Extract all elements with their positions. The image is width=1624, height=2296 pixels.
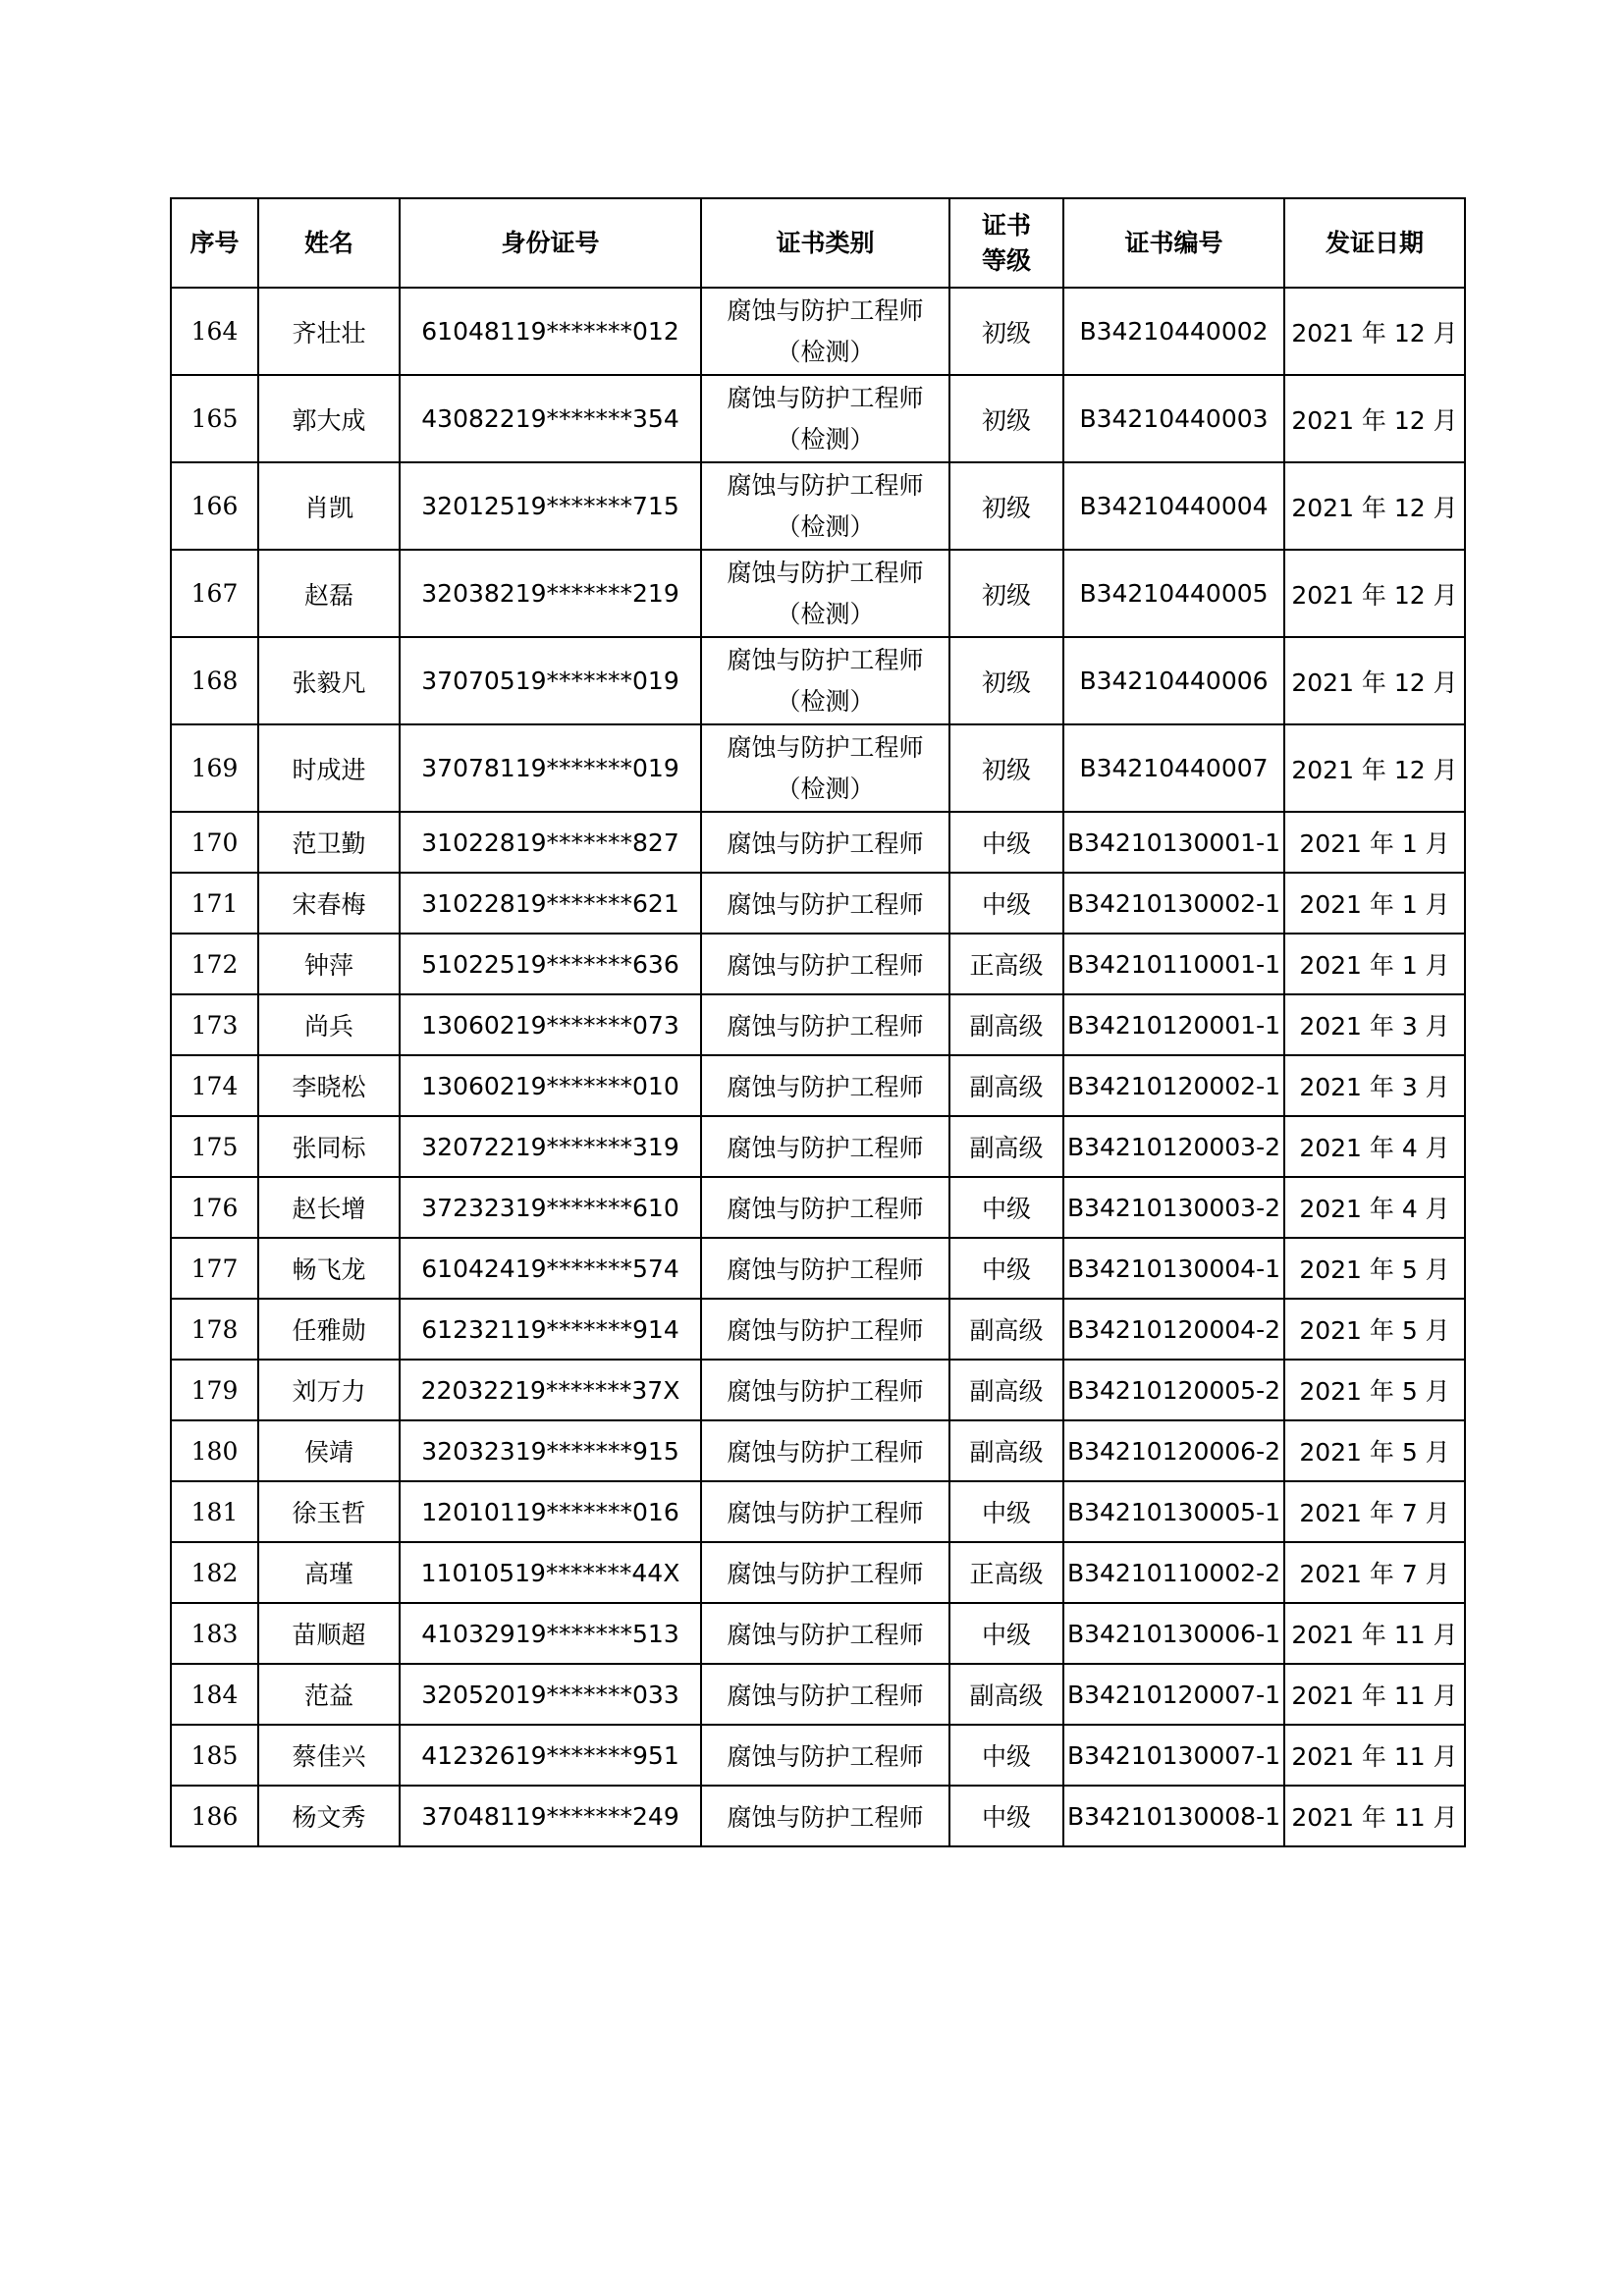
cell-level: 副高级 bbox=[949, 1664, 1063, 1725]
cell-seq: 184 bbox=[171, 1664, 258, 1725]
cell-seq: 176 bbox=[171, 1177, 258, 1238]
cell-seq: 175 bbox=[171, 1116, 258, 1177]
cell-level: 初级 bbox=[949, 375, 1063, 462]
cell-category bbox=[701, 462, 949, 550]
cell-id: 12010119*******016 bbox=[400, 1481, 701, 1542]
cell-seq: 185 bbox=[171, 1725, 258, 1786]
cell-category: 腐蚀与防护工程师 bbox=[701, 994, 949, 1055]
cell-name: 肖凯 bbox=[258, 462, 400, 550]
cell-level: 中级 bbox=[949, 1603, 1063, 1664]
table-row bbox=[171, 1055, 1465, 1116]
cell-id: 37232319*******610 bbox=[400, 1177, 701, 1238]
cell-name: 范卫勤 bbox=[258, 812, 400, 873]
table-row bbox=[171, 934, 1465, 994]
cell-cert-no: B34210130003-2 bbox=[1063, 1177, 1284, 1238]
cell-cert-no: B34210130007-1 bbox=[1063, 1725, 1284, 1786]
table-row bbox=[171, 637, 1465, 724]
cell-id: 13060219*******010 bbox=[400, 1055, 701, 1116]
cell-seq: 182 bbox=[171, 1542, 258, 1603]
cell-id: 51022519*******636 bbox=[400, 934, 701, 994]
table-row bbox=[171, 1360, 1465, 1420]
cell-category bbox=[701, 724, 949, 812]
category-sub-label: （检测） bbox=[776, 337, 875, 366]
cell-date: 2021 年 12 月 bbox=[1284, 724, 1465, 812]
cell-seq: 180 bbox=[171, 1420, 258, 1481]
certificate-table bbox=[170, 197, 1466, 1847]
cell-cert-no: B34210130002-1 bbox=[1063, 873, 1284, 934]
cell-date: 2021 年 12 月 bbox=[1284, 288, 1465, 375]
cell-category bbox=[701, 375, 949, 462]
cell-category: 腐蚀与防护工程师 bbox=[701, 1542, 949, 1603]
header-category: 证书类别 bbox=[701, 198, 949, 288]
cell-id: 37048119*******249 bbox=[400, 1786, 701, 1846]
cell-seq: 170 bbox=[171, 812, 258, 873]
cell-id: 13060219*******073 bbox=[400, 994, 701, 1055]
header-level bbox=[949, 198, 1063, 288]
cell-level: 初级 bbox=[949, 462, 1063, 550]
cell-level: 中级 bbox=[949, 1238, 1063, 1299]
cell-cert-no: B34210440002 bbox=[1063, 288, 1284, 375]
cell-id: 31022819*******827 bbox=[400, 812, 701, 873]
table-row bbox=[171, 873, 1465, 934]
cell-level: 副高级 bbox=[949, 1299, 1063, 1360]
cell-cert-no: B34210440007 bbox=[1063, 724, 1284, 812]
cell-cert-no: B34210110002-2 bbox=[1063, 1542, 1284, 1603]
cell-date: 2021 年 5 月 bbox=[1284, 1360, 1465, 1420]
cell-name: 赵长增 bbox=[258, 1177, 400, 1238]
cell-level: 初级 bbox=[949, 637, 1063, 724]
cell-cert-no: B34210120001-1 bbox=[1063, 994, 1284, 1055]
cell-category bbox=[701, 550, 949, 637]
cell-category: 腐蚀与防护工程师 bbox=[701, 1603, 949, 1664]
header-level-line1: 证书 bbox=[981, 210, 1031, 240]
header-id: 身份证号 bbox=[400, 198, 701, 288]
cell-date: 2021 年 5 月 bbox=[1284, 1299, 1465, 1360]
cell-id: 41032919*******513 bbox=[400, 1603, 701, 1664]
category-label: 腐蚀与防护工程师 bbox=[727, 558, 924, 587]
cell-id: 37078119*******019 bbox=[400, 724, 701, 812]
cell-category: 腐蚀与防护工程师 bbox=[701, 1725, 949, 1786]
cell-cert-no: B34210120006-2 bbox=[1063, 1420, 1284, 1481]
cell-category: 腐蚀与防护工程师 bbox=[701, 873, 949, 934]
cell-name: 侯靖 bbox=[258, 1420, 400, 1481]
cell-id: 31022819*******621 bbox=[400, 873, 701, 934]
cell-name: 任雅勋 bbox=[258, 1299, 400, 1360]
cell-id: 32052019*******033 bbox=[400, 1664, 701, 1725]
category-label: 腐蚀与防护工程师 bbox=[727, 470, 924, 500]
cell-seq: 168 bbox=[171, 637, 258, 724]
cell-name: 徐玉哲 bbox=[258, 1481, 400, 1542]
table-row bbox=[171, 375, 1465, 462]
table-row bbox=[171, 1725, 1465, 1786]
cell-date: 2021 年 4 月 bbox=[1284, 1177, 1465, 1238]
cell-cert-no: B34210120002-1 bbox=[1063, 1055, 1284, 1116]
cell-name: 宋春梅 bbox=[258, 873, 400, 934]
cell-cert-no: B34210130006-1 bbox=[1063, 1603, 1284, 1664]
cell-id: 32012519*******715 bbox=[400, 462, 701, 550]
cell-date: 2021 年 12 月 bbox=[1284, 550, 1465, 637]
cell-name: 李晓松 bbox=[258, 1055, 400, 1116]
cell-seq: 172 bbox=[171, 934, 258, 994]
cell-name: 张毅凡 bbox=[258, 637, 400, 724]
category-sub-label: （检测） bbox=[776, 774, 875, 803]
cell-name: 时成进 bbox=[258, 724, 400, 812]
cell-date: 2021 年 11 月 bbox=[1284, 1786, 1465, 1846]
cell-cert-no: B34210120007-1 bbox=[1063, 1664, 1284, 1725]
cell-level: 副高级 bbox=[949, 994, 1063, 1055]
cell-category: 腐蚀与防护工程师 bbox=[701, 1177, 949, 1238]
table-row bbox=[171, 1664, 1465, 1725]
cell-name: 范益 bbox=[258, 1664, 400, 1725]
cell-category: 腐蚀与防护工程师 bbox=[701, 1055, 949, 1116]
table-row bbox=[171, 1481, 1465, 1542]
table-row bbox=[171, 1177, 1465, 1238]
cell-id: 11010519*******44X bbox=[400, 1542, 701, 1603]
cell-name: 张同标 bbox=[258, 1116, 400, 1177]
category-label: 腐蚀与防护工程师 bbox=[727, 295, 924, 325]
cell-name: 高瑾 bbox=[258, 1542, 400, 1603]
category-sub-label: （检测） bbox=[776, 511, 875, 541]
header-date: 发证日期 bbox=[1284, 198, 1465, 288]
category-sub-label: （检测） bbox=[776, 424, 875, 454]
cell-id: 43082219*******354 bbox=[400, 375, 701, 462]
cell-id: 32072219*******319 bbox=[400, 1116, 701, 1177]
cell-date: 2021 年 5 月 bbox=[1284, 1238, 1465, 1299]
cell-category bbox=[701, 288, 949, 375]
cell-date: 2021 年 12 月 bbox=[1284, 637, 1465, 724]
cell-seq: 167 bbox=[171, 550, 258, 637]
table-row bbox=[171, 812, 1465, 873]
cell-cert-no: B34210130004-1 bbox=[1063, 1238, 1284, 1299]
table-row bbox=[171, 994, 1465, 1055]
table-row bbox=[171, 1299, 1465, 1360]
cell-level: 中级 bbox=[949, 1786, 1063, 1846]
cell-seq: 174 bbox=[171, 1055, 258, 1116]
cell-seq: 186 bbox=[171, 1786, 258, 1846]
cell-id: 61048119*******012 bbox=[400, 288, 701, 375]
cell-category: 腐蚀与防护工程师 bbox=[701, 1420, 949, 1481]
cell-id: 61232119*******914 bbox=[400, 1299, 701, 1360]
cell-cert-no: B34210120004-2 bbox=[1063, 1299, 1284, 1360]
cell-seq: 181 bbox=[171, 1481, 258, 1542]
cell-category: 腐蚀与防护工程师 bbox=[701, 1360, 949, 1420]
cell-category: 腐蚀与防护工程师 bbox=[701, 1786, 949, 1846]
cell-date: 2021 年 1 月 bbox=[1284, 812, 1465, 873]
cell-seq: 165 bbox=[171, 375, 258, 462]
cell-name: 苗顺超 bbox=[258, 1603, 400, 1664]
cell-id: 32032319*******915 bbox=[400, 1420, 701, 1481]
cell-level: 副高级 bbox=[949, 1116, 1063, 1177]
cell-category: 腐蚀与防护工程师 bbox=[701, 1481, 949, 1542]
cell-seq: 169 bbox=[171, 724, 258, 812]
cell-cert-no: B34210120003-2 bbox=[1063, 1116, 1284, 1177]
cell-level: 初级 bbox=[949, 724, 1063, 812]
cell-seq: 183 bbox=[171, 1603, 258, 1664]
header-cert-no: 证书编号 bbox=[1063, 198, 1284, 288]
cell-level: 初级 bbox=[949, 288, 1063, 375]
cell-name: 尚兵 bbox=[258, 994, 400, 1055]
cell-seq: 178 bbox=[171, 1299, 258, 1360]
cell-level: 初级 bbox=[949, 550, 1063, 637]
cell-seq: 173 bbox=[171, 994, 258, 1055]
cell-level: 中级 bbox=[949, 1481, 1063, 1542]
category-label: 腐蚀与防护工程师 bbox=[727, 383, 924, 412]
cell-name: 郭大成 bbox=[258, 375, 400, 462]
cell-level: 中级 bbox=[949, 1725, 1063, 1786]
cell-category: 腐蚀与防护工程师 bbox=[701, 1664, 949, 1725]
cell-cert-no: B34210440005 bbox=[1063, 550, 1284, 637]
cell-id: 61042419*******574 bbox=[400, 1238, 701, 1299]
cell-date: 2021 年 11 月 bbox=[1284, 1664, 1465, 1725]
cell-seq: 179 bbox=[171, 1360, 258, 1420]
category-label: 腐蚀与防护工程师 bbox=[727, 645, 924, 674]
cell-cert-no: B34210440006 bbox=[1063, 637, 1284, 724]
cell-date: 2021 年 11 月 bbox=[1284, 1725, 1465, 1786]
table-row bbox=[171, 1238, 1465, 1299]
cell-name: 赵磊 bbox=[258, 550, 400, 637]
cell-seq: 166 bbox=[171, 462, 258, 550]
cell-category: 腐蚀与防护工程师 bbox=[701, 1299, 949, 1360]
cell-id: 41232619*******951 bbox=[400, 1725, 701, 1786]
cell-name: 杨文秀 bbox=[258, 1786, 400, 1846]
category-label: 腐蚀与防护工程师 bbox=[727, 732, 924, 762]
cell-level: 中级 bbox=[949, 1177, 1063, 1238]
cell-cert-no: B34210130001-1 bbox=[1063, 812, 1284, 873]
cell-category: 腐蚀与防护工程师 bbox=[701, 812, 949, 873]
header-seq: 序号 bbox=[171, 198, 258, 288]
cell-level: 正高级 bbox=[949, 934, 1063, 994]
cell-level: 副高级 bbox=[949, 1420, 1063, 1481]
cell-date: 2021 年 12 月 bbox=[1284, 375, 1465, 462]
table-row bbox=[171, 1116, 1465, 1177]
cell-name: 齐壮壮 bbox=[258, 288, 400, 375]
cell-date: 2021 年 11 月 bbox=[1284, 1603, 1465, 1664]
cell-seq: 177 bbox=[171, 1238, 258, 1299]
cell-cert-no: B34210440003 bbox=[1063, 375, 1284, 462]
cell-level: 正高级 bbox=[949, 1542, 1063, 1603]
cell-date: 2021 年 7 月 bbox=[1284, 1542, 1465, 1603]
cell-date: 2021 年 3 月 bbox=[1284, 1055, 1465, 1116]
cell-id: 32038219*******219 bbox=[400, 550, 701, 637]
cell-category: 腐蚀与防护工程师 bbox=[701, 934, 949, 994]
cell-level: 副高级 bbox=[949, 1360, 1063, 1420]
cell-level: 副高级 bbox=[949, 1055, 1063, 1116]
cell-date: 2021 年 1 月 bbox=[1284, 873, 1465, 934]
table-row bbox=[171, 724, 1465, 812]
header-row bbox=[171, 198, 1465, 288]
cell-cert-no: B34210130008-1 bbox=[1063, 1786, 1284, 1846]
table-row bbox=[171, 1786, 1465, 1846]
cell-seq: 171 bbox=[171, 873, 258, 934]
cell-seq: 164 bbox=[171, 288, 258, 375]
category-sub-label: （检测） bbox=[776, 686, 875, 716]
cell-level: 中级 bbox=[949, 873, 1063, 934]
table-row bbox=[171, 1603, 1465, 1664]
cell-id: 22032219*******37X bbox=[400, 1360, 701, 1420]
header-name: 姓名 bbox=[258, 198, 400, 288]
cell-date: 2021 年 1 月 bbox=[1284, 934, 1465, 994]
table-row bbox=[171, 1420, 1465, 1481]
cell-category: 腐蚀与防护工程师 bbox=[701, 1238, 949, 1299]
cell-cert-no: B34210120005-2 bbox=[1063, 1360, 1284, 1420]
table-row bbox=[171, 462, 1465, 550]
cell-date: 2021 年 5 月 bbox=[1284, 1420, 1465, 1481]
table-row bbox=[171, 550, 1465, 637]
cell-date: 2021 年 4 月 bbox=[1284, 1116, 1465, 1177]
cell-category: 腐蚀与防护工程师 bbox=[701, 1116, 949, 1177]
header-level-line2: 等级 bbox=[981, 245, 1031, 275]
cell-level: 中级 bbox=[949, 812, 1063, 873]
cell-name: 刘万力 bbox=[258, 1360, 400, 1420]
table-row bbox=[171, 1542, 1465, 1603]
cell-cert-no: B34210110001-1 bbox=[1063, 934, 1284, 994]
cell-name: 畅飞龙 bbox=[258, 1238, 400, 1299]
cell-date: 2021 年 12 月 bbox=[1284, 462, 1465, 550]
cell-date: 2021 年 7 月 bbox=[1284, 1481, 1465, 1542]
cell-category bbox=[701, 637, 949, 724]
cell-name: 蔡佳兴 bbox=[258, 1725, 400, 1786]
cell-date: 2021 年 3 月 bbox=[1284, 994, 1465, 1055]
cell-cert-no: B34210440004 bbox=[1063, 462, 1284, 550]
cell-cert-no: B34210130005-1 bbox=[1063, 1481, 1284, 1542]
cell-name: 钟萍 bbox=[258, 934, 400, 994]
table-row bbox=[171, 288, 1465, 375]
cell-id: 37070519*******019 bbox=[400, 637, 701, 724]
category-sub-label: （检测） bbox=[776, 599, 875, 628]
